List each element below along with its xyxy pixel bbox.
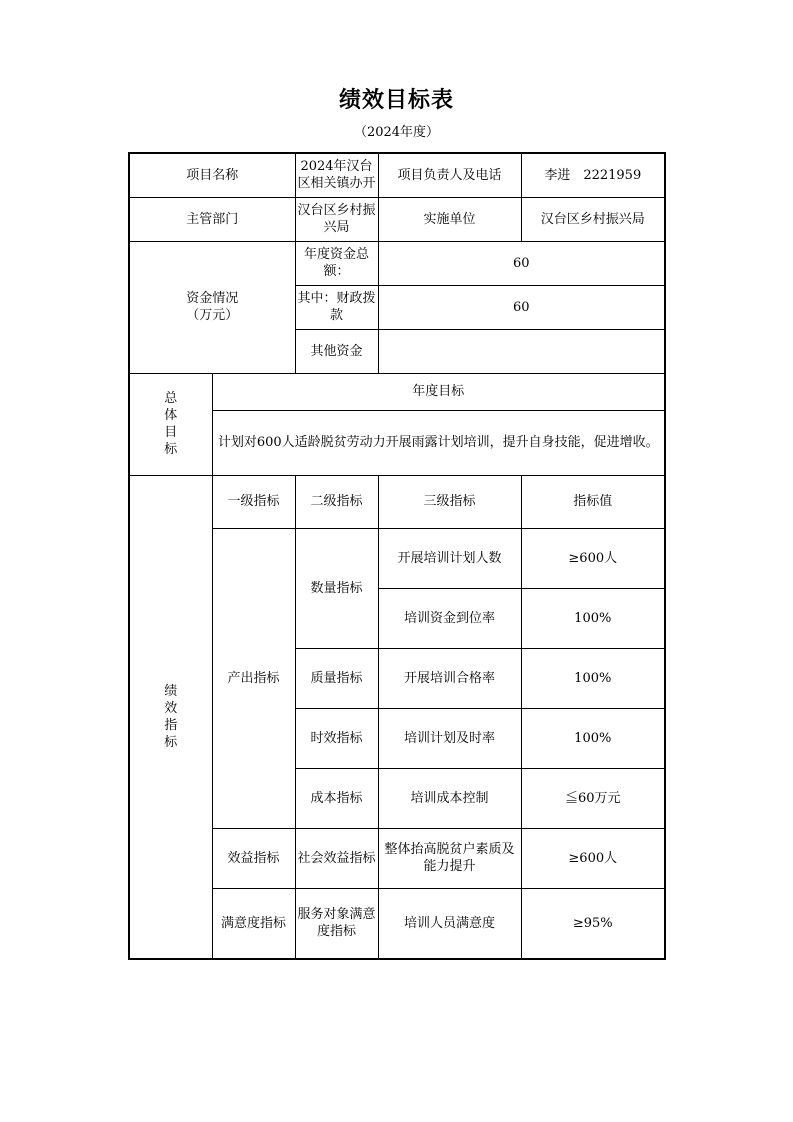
indicator-value: ≦60万元 xyxy=(521,768,665,828)
indicators-label xyxy=(129,475,212,959)
goal-header: 年度目标 xyxy=(212,373,665,410)
indicator-name: 培训人员满意度 xyxy=(378,888,521,959)
output-indicator-label: 产出指标 xyxy=(212,528,295,828)
indicators-label-char: 效 xyxy=(164,700,178,716)
dept-value: 汉台区乡村振兴局 xyxy=(295,197,378,241)
goal-label xyxy=(129,373,212,475)
benefit-indicator-label: 效益指标 xyxy=(212,828,295,888)
impl-unit-value: 汉台区乡村振兴局 xyxy=(521,197,665,241)
indicator-value: ≥600人 xyxy=(521,828,665,888)
department-row xyxy=(129,197,665,241)
indicator-name: 培训成本控制 xyxy=(378,768,521,828)
indicator-value: ≥95% xyxy=(521,888,665,959)
indicator-name: 开展培训计划人数 xyxy=(378,528,521,588)
funds-other-label: 其他资金 xyxy=(295,329,378,373)
goal-label-char: 标 xyxy=(164,442,178,457)
project-owner-value: 李进 2221959 xyxy=(521,153,665,197)
funds-other-value xyxy=(378,329,665,373)
social-benefit-indicator-label: 社会效益指标 xyxy=(295,828,378,888)
funds-total-row xyxy=(129,241,665,285)
indicator-name: 培训计划及时率 xyxy=(378,708,521,768)
satisfaction-indicator-label: 满意度指标 xyxy=(212,888,295,959)
goal-label-char: 总 xyxy=(164,391,178,406)
project-name-label: 项目名称 xyxy=(129,153,295,197)
quality-indicator-label: 质量指标 xyxy=(295,648,378,708)
indicator-value: 100% xyxy=(521,708,665,768)
performance-table xyxy=(128,152,666,960)
indicator-value: 100% xyxy=(521,648,665,708)
funds-total-label: 年度资金总额： xyxy=(295,241,378,285)
indicator-name: 培训资金到位率 xyxy=(378,588,521,648)
cost-indicator-label: 成本指标 xyxy=(295,768,378,828)
goal-header-row xyxy=(129,373,665,410)
indicators-label-char: 指 xyxy=(164,717,178,733)
col-header-level1: 一级指标 xyxy=(212,475,295,528)
indicator-value: ≥600人 xyxy=(521,528,665,588)
indicator-value: 100% xyxy=(521,588,665,648)
project-name-cell xyxy=(295,153,378,197)
indicators-label-char: 标 xyxy=(164,734,178,750)
quantity-indicator-label: 数量指标 xyxy=(295,528,378,648)
page-title: 绩效目标表 xyxy=(338,88,454,113)
project-name-value: 2024年汉台区相关镇办开 xyxy=(297,159,376,192)
col-header-value: 指标值 xyxy=(521,475,665,528)
funds-label-line2: （万元） xyxy=(186,308,239,323)
dept-label: 主管部门 xyxy=(129,197,295,241)
col-header-level2: 二级指标 xyxy=(295,475,378,528)
indicator-name: 整体抬高脱贫户素质及能力提升 xyxy=(378,828,521,888)
funds-label xyxy=(129,241,295,373)
funds-fiscal-value: 60 xyxy=(378,285,665,329)
indicator-header-row xyxy=(129,475,665,528)
indicator-name: 开展培训合格率 xyxy=(378,648,521,708)
project-owner-label: 项目负责人及电话 xyxy=(378,153,521,197)
funds-label-line1: 资金情况 xyxy=(186,291,239,306)
col-header-level3: 三级指标 xyxy=(378,475,521,528)
project-name-row xyxy=(129,153,665,197)
impl-unit-label: 实施单位 xyxy=(378,197,521,241)
page-subtitle: （2024年度） xyxy=(353,125,440,140)
goal-text: 计划对600人适龄脱贫劳动力开展雨露计划培训，提升自身技能，促进增收。 xyxy=(212,410,665,475)
goal-label-char: 目 xyxy=(164,425,178,440)
service-satisfaction-indicator-label: 服务对象满意度指标 xyxy=(295,888,378,959)
goal-label-char: 体 xyxy=(164,408,178,423)
indicators-label-char: 绩 xyxy=(164,683,178,699)
funds-fiscal-label: 其中：财政拨款 xyxy=(295,285,378,329)
funds-total-value: 60 xyxy=(378,241,665,285)
timeliness-indicator-label: 时效指标 xyxy=(295,708,378,768)
